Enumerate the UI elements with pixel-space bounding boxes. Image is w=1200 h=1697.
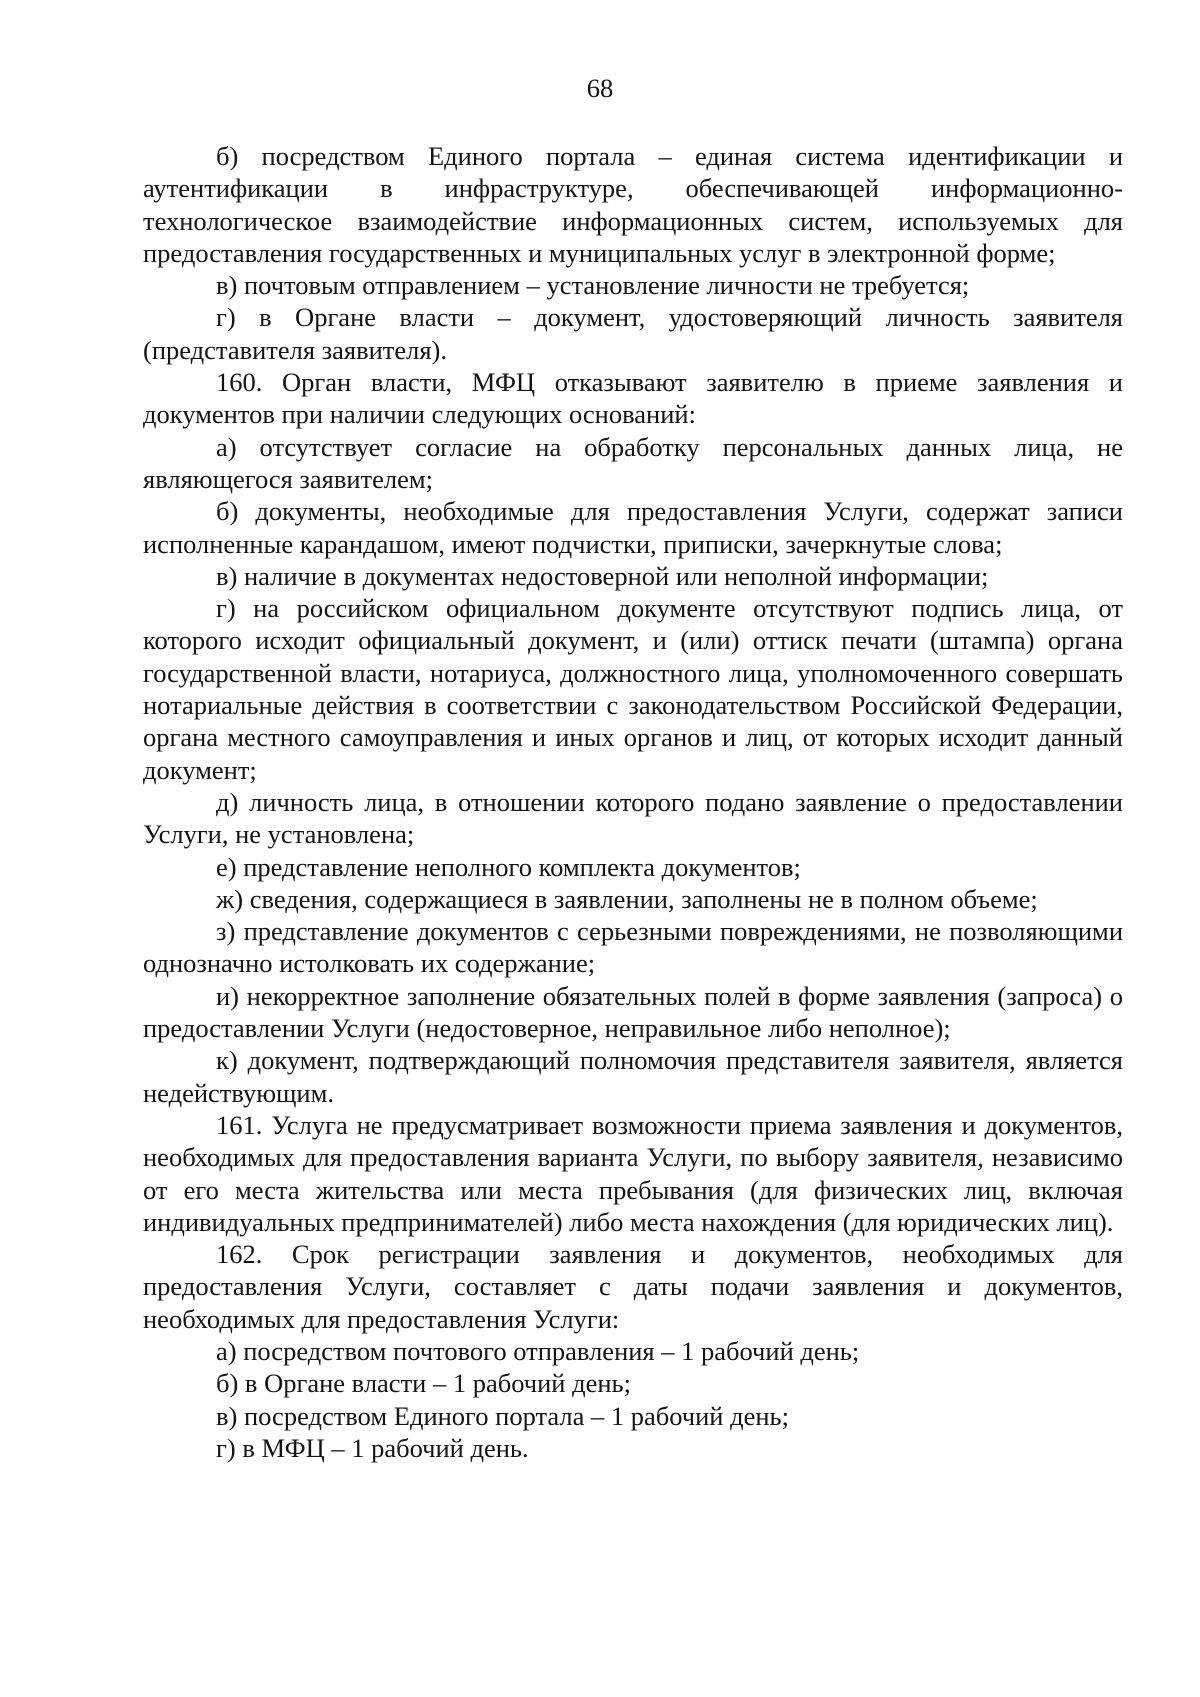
- clause-162-intro: 162. Срок регистрации заявления и документов, необходимых для предоставления Услуги, составляет с даты подачи заявления и документов, необходимых для предоставления Услуги:: [143, 1239, 1123, 1334]
- clause-162-item-b: б) в Органе власти – 1 рабочий день;: [216, 1368, 631, 1399]
- clause-160-item-zh: ж) сведения, содержащиеся в заявлении, заполнены не в полном объеме;: [216, 883, 1038, 914]
- clause-160-item-v: в) наличие в документах недостоверной или неполной информации;: [216, 560, 989, 591]
- clause-160-item-g: г) на российском официальном документе отсутствуют подпись лица, от которого исходит официальный документ, и (или) оттиск печати (штампа) органа государственной власти, нотариуса, должностного лица, уполномоченного совершать нотариальные действия в соответствии с законодательством Российской Федерации, органа местного самоуправления и иных органов и лиц, от которых исходит данный документ;: [143, 593, 1123, 785]
- paragraph-g-authority: г) в Органе власти – документ, удостоверяющий личность заявителя (представителя заявителя).: [143, 302, 1123, 365]
- clause-162-item-g: г) в МФЦ – 1 рабочий день.: [216, 1432, 529, 1463]
- page-number: 68: [586, 73, 614, 103]
- paragraph-v-postal: в) почтовым отправлением – установление личности не требуется;: [216, 270, 970, 301]
- clause-160-item-b: б) документы, необходимые для предоставления Услуги, содержат записи исполненные карандашом, имеют подчистки, приписки, зачеркнутые слова;: [143, 496, 1123, 559]
- clause-160-item-i: и) некорректное заполнение обязательных полей в форме заявления (запроса) о предоставлении Услуги (недостоверное, неправильное либо неполное);: [143, 980, 1123, 1044]
- paragraph-b-portal-identification: б) посредством Единого портала – единая система идентификации и аутентификации в инфраструктуре, обеспечивающей информационно-технологическое взаимодействие информационных систем, используемых для предоставления государственных и муниципальных услуг в электронной форме;: [143, 141, 1123, 268]
- clause-161: 161. Услуга не предусматривает возможности приема заявления и документов, необходимых для предоставления варианта Услуги, по выбору заявителя, независимо от его места жительства или места пребывания (для физических лиц, включая индивидуальных предпринимателей) либо места нахождения (для юридических лиц).: [143, 1109, 1123, 1237]
- clause-162-item-v: в) посредством Единого портала – 1 рабочий день;: [216, 1400, 789, 1431]
- clause-160-intro: 160. Орган власти, МФЦ отказывают заявителю в приеме заявления и документов при наличии следующих оснований:: [143, 367, 1123, 430]
- clause-160-item-k: к) документ, подтверждающий полномочия представителя заявителя, является недействующим.: [143, 1045, 1123, 1108]
- document-body: [143, 140, 1123, 1464]
- clause-160-item-d: д) личность лица, в отношении которого подано заявление о предоставлении Услуги, не установлена;: [143, 786, 1123, 850]
- clause-160-item-e: е) представление неполного комплекта документов;: [216, 851, 801, 882]
- clause-160-item-z: з) представление документов с серьезными повреждениями, не позволяющими однозначно истолковать их содержание;: [143, 916, 1123, 979]
- clause-160-item-a: а) отсутствует согласие на обработку персональных данных лица, не являющегося заявителем;: [143, 431, 1123, 494]
- clause-162-item-a: а) посредством почтового отправления – 1 рабочий день;: [216, 1335, 860, 1366]
